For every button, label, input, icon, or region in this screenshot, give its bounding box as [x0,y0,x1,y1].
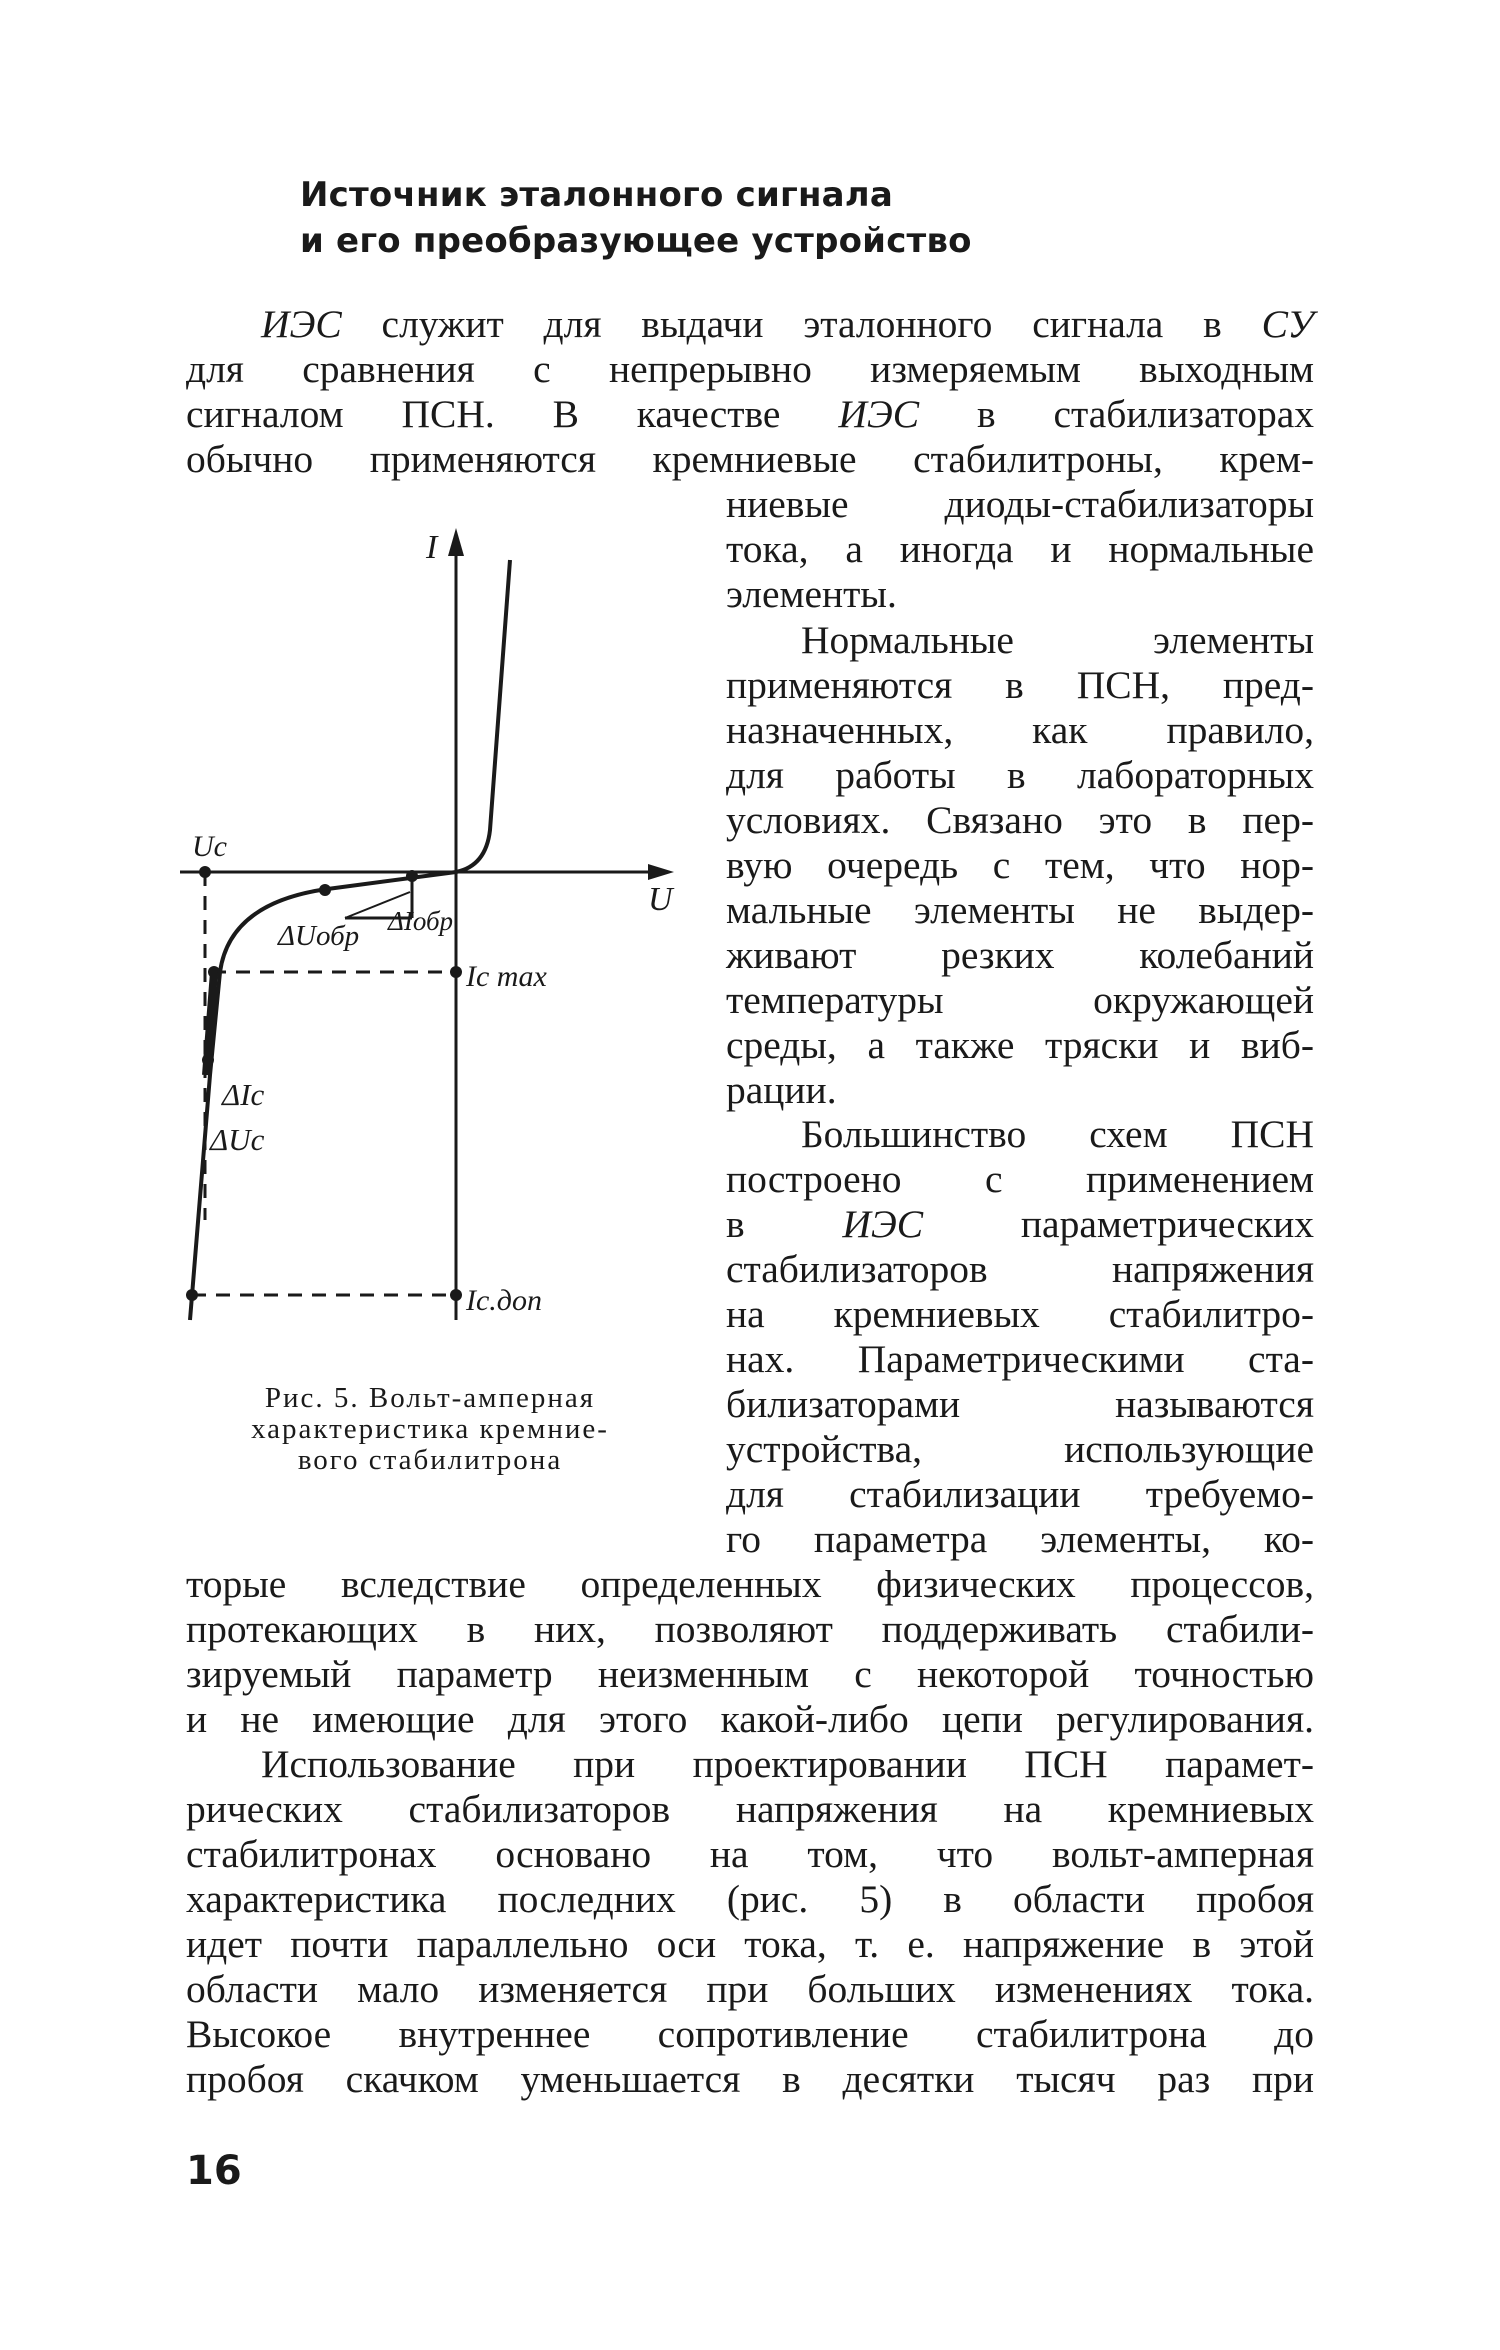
axis-label-u: U [648,881,673,918]
curve-point [186,1289,198,1301]
text-line: условиях. Связано это в пер- [726,798,1314,842]
text-line: для сравнения с непрерывно измеряемым выходным [186,347,1314,391]
paragraph-1-continued [726,482,1314,617]
paragraph-3-continued [186,1562,1314,1742]
label-uc: Uc [192,830,227,863]
caption-line: Рис. 5. Вольт-амперная [264,1382,596,1414]
paragraph-1 [186,302,1314,482]
text-line: в ИЭС параметрических [726,1202,1315,1246]
text-line: Нормальные элементы [801,618,1314,662]
text-line: области мало изменяется при больших изменениях тока. [186,1967,1314,2011]
text-line: температуры окружающей [726,978,1314,1022]
curve-point [319,884,331,896]
text-line: обычно применяются кремниевые стабилитроны, крем- [186,437,1314,481]
curve-point [450,966,462,978]
text-line: вую очередь с тем, что нор- [726,843,1314,887]
label-di-obr: ΔIобр [388,906,454,936]
page-number: 16 [186,2148,242,2194]
text-line: на кремниевых стабилитро- [726,1292,1314,1336]
text-line: идет почти параллельно оси тока, т. е. напряжение в этой [186,1922,1314,1966]
label-du-c: ΔUc [210,1122,265,1157]
text-line: тока, а иногда и нормальные [726,527,1314,571]
text-line: для стабилизации требуемо- [726,1472,1314,1516]
figure-caption [186,1383,674,1476]
label-ic-max: Ic max [466,960,547,993]
text-line: элементы. [726,572,897,616]
axis-label-i: I [426,529,438,566]
text-line: стабилизаторов напряжения [726,1247,1314,1291]
text-line: Большинство схем ПСН [801,1112,1314,1156]
curve-point [450,1289,462,1301]
label-du-obr: ΔUобр [278,920,360,952]
text-line: мальные элементы не выдер- [726,888,1314,932]
text-line: для работы в лабораторных [726,753,1314,797]
text-line: стабилитронах основано на том, что вольт-амперная [186,1832,1314,1876]
text-line: сигналом ПСН. В качестве ИЭС в стабилизаторах [186,392,1314,436]
text-line: ниевые диоды-стабилизаторы [726,482,1314,526]
text-line: живают резких колебаний [726,933,1314,977]
caption-line: вого стабилитрона [297,1444,563,1476]
text-line: Высокое внутреннее сопротивление стабилитрона до [186,2012,1314,2056]
text-line: нах. Параметрическими ста- [726,1337,1314,1381]
text-line: устройства, использующие [726,1427,1314,1471]
text-line: торые вследствие определенных физических процессов, [186,1562,1314,1606]
text-line: зируемый параметр неизменным с некоторой точностью [186,1652,1314,1696]
text-line: построено с применением [726,1157,1314,1201]
text-line: Использование при проектировании ПСН парамет- [261,1742,1314,1786]
zener-iv-figure [170,520,700,1340]
text-line: характеристика последних (рис. 5) в области пробоя [186,1877,1314,1921]
text-line: назначенных, как правило, [726,708,1314,752]
text-line: пробоя скачком уменьшается в десятки тысяч раз при [186,2057,1314,2101]
text-line: применяются в ПСН, пред- [726,663,1314,707]
caption-line: характеристика кремние- [251,1413,609,1445]
section-heading [300,172,1200,264]
text-line: протекающих в них, позволяют поддерживать стабили- [186,1607,1314,1651]
text-line: ИЭС служит для выдачи эталонного сигнала в СУ [261,302,1314,346]
paragraph-4 [186,1742,1314,2102]
paragraph-2 [726,618,1314,1113]
text-line: билизаторами называются [726,1382,1314,1426]
label-di-c: ΔIc [222,1077,265,1112]
text-line: рических стабилизаторов напряжения на кремниевых [186,1787,1314,1831]
voltage-axis-arrow-icon [648,864,674,880]
text-line: среды, а также тряски и виб- [726,1023,1314,1067]
heading-line-1: Источник эталонного сигнала [300,175,894,215]
curve-point [202,1054,214,1066]
text-line: рации. [726,1068,837,1112]
current-axis-arrow-icon [448,528,464,556]
heading-line-2: и его преобразующее устройство [300,221,972,261]
paragraph-3 [726,1112,1314,1562]
uc-point [199,866,211,878]
text-line: го параметра элементы, ко- [726,1517,1314,1561]
label-ic-dop: Iс.доп [466,1284,542,1317]
text-line: и не имеющие для этого какой-либо цепи регулирования. [186,1697,1314,1741]
